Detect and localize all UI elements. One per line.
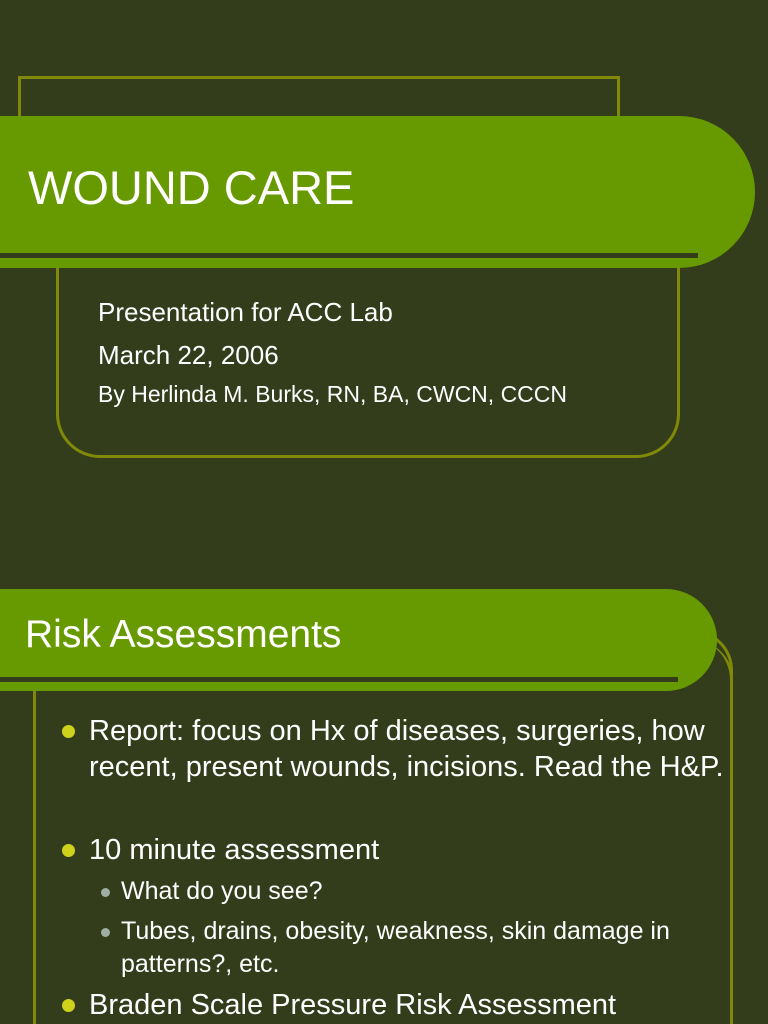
- bullet-item: [89, 713, 729, 785]
- slide2-title: Risk Assessments: [25, 613, 342, 656]
- bullet-dot-icon: [62, 725, 75, 738]
- sub-bullet-dot-icon: [101, 928, 110, 937]
- slide1-subtitle-line: Presentation for ACC Lab: [98, 297, 393, 327]
- sub-bullet-text: Tubes, drains, obesity, weakness, skin damage in patterns?, etc.: [121, 917, 670, 978]
- slide1-date-line: March 22, 2006: [98, 340, 279, 370]
- slide1-title-underline: [0, 253, 698, 258]
- bullet-text: 10 minute assessment: [89, 834, 380, 866]
- bullet-item: [89, 832, 379, 868]
- bullet-dot-icon: [62, 844, 75, 857]
- sub-bullet-item: [121, 915, 681, 981]
- bullet-item: [89, 987, 616, 1023]
- slide2-title-underline: [0, 677, 678, 682]
- sub-bullet-item: [121, 875, 323, 908]
- slide1-author-line: By Herlinda M. Burks, RN, BA, CWCN, CCCN: [98, 381, 568, 407]
- sub-bullet-text: What do you see?: [121, 877, 323, 905]
- bullet-text: Braden Scale Pressure Risk Assessment: [89, 989, 617, 1021]
- bullet-text: Report: focus on Hx of diseases, surgeries, how recent, present wounds, incisions. Read the H&P.: [89, 715, 724, 783]
- bullet-dot-icon: [62, 999, 75, 1012]
- sub-bullet-dot-icon: [101, 888, 110, 897]
- slide1-title: WOUND CARE: [28, 161, 355, 214]
